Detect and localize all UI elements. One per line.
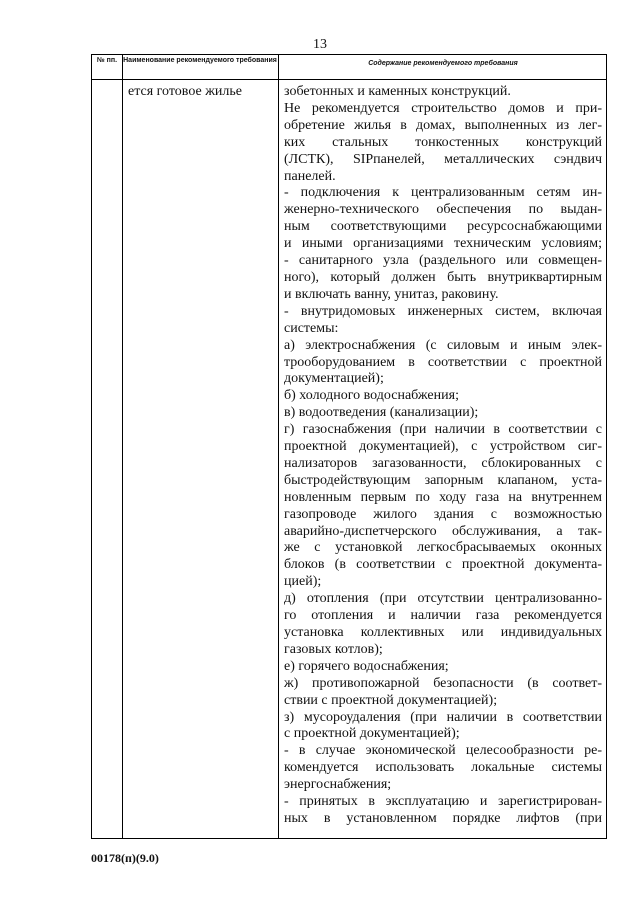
page-number: 13 xyxy=(313,37,327,52)
content-line: го отопления и наличии газа рекомендуется xyxy=(284,608,602,624)
content-line: - внутридомовых инженерных систем, включая xyxy=(284,303,602,319)
content-line: документацией); xyxy=(284,371,384,387)
content-line: Не рекомендуется строительство домов и при- xyxy=(284,100,602,116)
content-line: - принятых в эксплуатацию и зарегистрирован- xyxy=(284,794,602,810)
content-line: - в случае экономической целесообразности ре- xyxy=(284,743,602,759)
content-line: зобетонных и каменных конструкций. xyxy=(284,84,511,99)
content-line: цией); xyxy=(284,574,322,590)
content-line: же с установкой легкосбрасываемых оконных xyxy=(284,540,602,556)
content-line: ких стальных тонкостенных конструкций xyxy=(284,134,602,150)
content-line: ствии с проектной документацией); xyxy=(284,692,498,708)
requirements-table xyxy=(91,54,607,839)
content-line: ных в установленном порядке лифтов (при xyxy=(284,810,602,826)
content-line: г) газоснабжения (при наличии в соответствии с xyxy=(284,422,602,438)
content-line: с проектной документацией); xyxy=(284,726,460,742)
content-line: панелей. xyxy=(284,168,336,184)
content-line: д) отопления (при отсутствии централизованно- xyxy=(284,591,602,607)
content-line: газовых котлов); xyxy=(284,641,383,657)
document-code: 00178(п)(9.0) xyxy=(91,851,159,865)
content-line: ным соответствующими ресурсоснабжающими xyxy=(284,219,602,235)
content-line: блоков (в соответствии с проектной документа- xyxy=(284,557,602,573)
content-line: - санитарного узла (раздельного или совмещен- xyxy=(284,253,602,269)
content-line: энергоснабжения; xyxy=(284,777,392,793)
content-line: обретение жилья в домах, выполненных из лег- xyxy=(284,117,602,133)
content-line: а) электроснабжения (с силовым и иным элек- xyxy=(284,337,602,353)
content-line: газопроводе жилого здания с возможностью xyxy=(284,506,602,522)
content-line: ж) противопожарной безопасности (в соответ- xyxy=(284,675,602,691)
content-line: нализаторов загазованности, сблокированных с xyxy=(284,455,602,471)
requirement-content-cell xyxy=(284,84,602,828)
column-divider xyxy=(278,55,279,838)
content-line: аварийно-диспетчерского обслуживания, а так- xyxy=(284,523,602,539)
content-line: в) водоотведения (канализации); xyxy=(284,405,479,421)
content-line: женерно-технического обеспечения по выдан- xyxy=(284,202,602,218)
content-line: трооборудованием в соответствии с проектной xyxy=(284,354,602,370)
content-line: системы: xyxy=(284,320,339,336)
header-requirement-content: Содержание рекомендуемого требования xyxy=(368,60,518,67)
content-line: з) мусороудаления (при наличии в соответствии xyxy=(284,709,602,725)
header-requirement-name: Наименование рекомендуемого требования xyxy=(123,57,277,64)
header-number: № пп. xyxy=(96,57,118,64)
content-line: быстродействующим запорным клапаном, уста- xyxy=(284,472,602,488)
content-line: новленным первым по ходу газа на внутреннем xyxy=(284,489,602,505)
content-line: и включать ванну, унитаз, раковину. xyxy=(284,286,499,302)
requirement-name-cell: ется готовое жилье xyxy=(128,84,242,99)
header-divider xyxy=(92,79,606,80)
content-line: комендуется использовать локальные системы xyxy=(284,760,602,776)
content-line: установка коллективных или индивидуальных xyxy=(284,625,602,640)
content-line: проектной документацией), с устройством сиг- xyxy=(284,439,602,455)
content-line: е) горячего водоснабжения; xyxy=(284,658,449,674)
column-divider xyxy=(122,55,123,838)
content-line: б) холодного водоснабжения; xyxy=(284,388,459,404)
content-line: (ЛСТК), SIPпанелей, металлических сэндвич xyxy=(284,151,602,167)
content-line: и иными организациями техническим условиям; xyxy=(284,236,602,252)
content-line: - подключения к централизованным сетям ин- xyxy=(284,185,602,201)
content-line: ного), который должен быть внутриквартирным xyxy=(284,269,602,285)
